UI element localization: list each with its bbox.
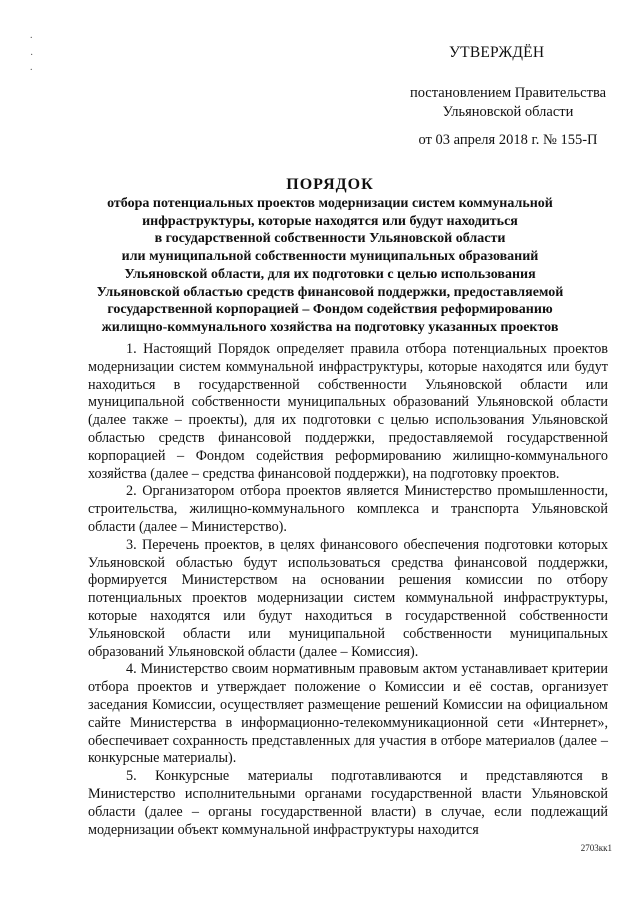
scan-mark: . — [30, 62, 33, 73]
document-code: 2703кк1 — [580, 843, 612, 853]
approved-heading: УТВЕРЖДЁН — [449, 44, 545, 61]
title-main: ПОРЯДОК — [286, 176, 374, 193]
scan-mark: . — [30, 30, 33, 41]
title-line: Ульяновской областью средств финансовой поддержки, предоставляемой — [96, 284, 564, 300]
approval-line: постановлением Правительства — [409, 85, 607, 101]
paragraph: 1. Настоящий Порядок определяет правила отбора потенциальных проектов модернизации систем коммунальной инфраструктуры, которые находятся или будут находиться в государственной собственности Ульяновской области или муниципальной собственности муниципальных образований Ульяновской области (далее также – проекты), для их подготовки с целью использования Ульяновской областью средств финансовой поддержки, предоставляемой государственной корпорацией – Фондом содействия реформированию жилищно-коммунального хозяйства (далее – средства финансовой поддержки), на подготовку проектов. — [88, 341, 608, 482]
approval-stamp — [392, 44, 624, 150]
title-line: государственной корпорацией – Фондом содействия реформированию — [107, 302, 553, 318]
title-line: жилищно-коммунального хозяйства на подготовку указанных проектов — [101, 319, 559, 335]
paragraph: 5. Конкурсные материалы подготавливаются и представляются в Министерство исполнительными органами государственной власти Ульяновской области (далее – органы государственной власти) в случае, если подлежащий модернизации объект коммунальной инфраструктуры находится — [88, 768, 608, 838]
approval-date-line: от 03 апреля 2018 г. № 155-П — [418, 132, 598, 148]
paragraph: 2. Организатором отбора проектов является Министерство промышленности, строительства, жилищно-коммунального комплекса и транспорта Ульяновской области (далее – Министерство). — [88, 483, 608, 535]
approval-line: Ульяновской области — [442, 104, 574, 120]
document-title — [80, 176, 580, 337]
title-line: отбора потенциальных проектов модернизации систем коммунальной — [107, 196, 553, 211]
paragraph: 3. Перечень проектов, в целях финансового обеспечения подготовки которых Ульяновской областью будут использоваться средства финансовой поддержки, формируется Министерством на основании решения комиссии по отбору потенциальных проектов модернизации систем коммунальной инфраструктуры, которые находятся или будут находиться в государственной собственности Ульяновской области или муниципальной собственности муниципальных образований Ульяновской области (далее – Комиссия). — [88, 536, 608, 660]
title-line: в государственной собственности Ульяновской области — [154, 231, 506, 247]
scan-mark: · — [30, 50, 34, 61]
document-body — [88, 341, 608, 839]
title-line: инфраструктуры, которые находятся или будут находиться — [142, 213, 518, 229]
paragraph: 4. Министерство своим нормативным правовым актом устанавливает критерии отбора проектов и утверждает положение о Комиссии и её состав, организует заседания Комиссии, осуществляет размещение решений Комиссии на официальном сайте Министерства в информационно-телекоммуникационной сети «Интернет», обеспечивает сохранность представленных для участия в отборе материалов (далее – конкурсные материалы). — [88, 661, 608, 767]
title-line: или муниципальной собственности муниципальных образований — [121, 249, 539, 265]
title-line: Ульяновской области, для их подготовки с целью использования — [124, 266, 536, 282]
